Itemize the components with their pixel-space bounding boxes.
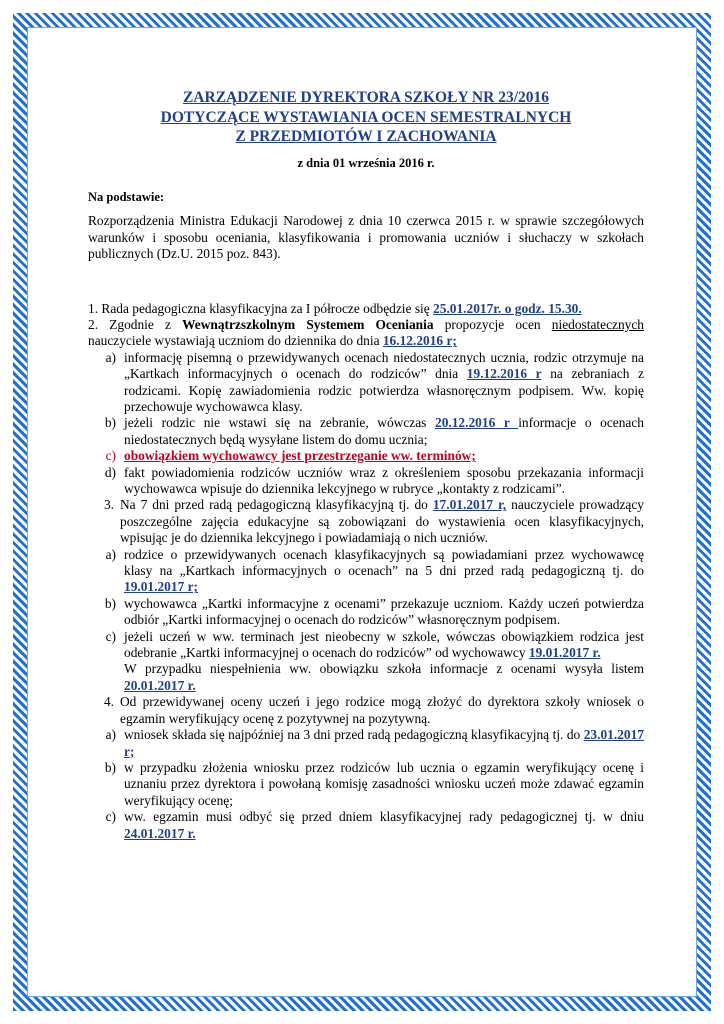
- item-2b-pre: jeżeli rodzic nie wstawi się na zebranie, wówczas: [124, 415, 435, 431]
- item-3-deadline: 17.01.2017 r,: [432, 497, 507, 513]
- item-2a-letter: a): [105, 349, 116, 365]
- item-4: [88, 694, 644, 727]
- item-4b-letter: b): [104, 759, 116, 775]
- document-title: [88, 88, 644, 147]
- item-1-text: Rada pedagogiczna klasyfikacyjna za I półrocze odbędzie się: [101, 300, 434, 316]
- item-2b-letter: b): [104, 415, 116, 431]
- item-2d-text: fakt powiadomienia rodziców uczniów wraz z określeniem sposobu przekazania informacji wychowawca wpisuje do dziennika lekcyjnego w rubryce „kontakty z rodzicami”.: [124, 464, 644, 496]
- item-3-number: 3.: [103, 497, 114, 513]
- item-3c-deadline: 19.01.2017 r.: [528, 645, 601, 661]
- item-2a-deadline: 19.12.2016 r: [466, 366, 542, 382]
- underlined-grade: niedostatecznych: [551, 316, 644, 332]
- item-3b-letter: b): [104, 595, 116, 611]
- item-3c: [88, 629, 644, 695]
- item-2b: [88, 415, 644, 448]
- item-3-pre: Na 7 dni przed radą pedagogiczną klasyfikacyjną tj. do: [120, 497, 433, 513]
- document-date: z dnia 01 września 2016 r.: [297, 155, 435, 170]
- item-4a-deadline: 23.01.2017 r;: [124, 727, 644, 759]
- item-2-text-post: nauczyciele wystawiają uczniom do dziennika do dnia: [88, 333, 383, 349]
- item-3a-letter: a): [105, 546, 116, 562]
- item-1: [88, 301, 644, 317]
- item-2d-letter: d): [104, 464, 116, 480]
- item-3c-letter: c): [105, 628, 116, 644]
- item-4a-pre: wniosek składa się najpóźniej na 3 dni przed radą pedagogiczną klasyfikacyjną tj. do: [124, 727, 584, 743]
- item-2: [88, 317, 644, 350]
- title-line-2: DOTYCZĄCE WYSTAWIANIA OCEN SEMESTRALNYCH: [160, 108, 572, 126]
- item-2a: [88, 350, 644, 416]
- item-4c-deadline: 24.01.2017 r.: [124, 825, 196, 841]
- item-1-deadline: 25.01.2017r. o godz. 15.30.: [433, 300, 582, 316]
- item-4a: [88, 727, 644, 760]
- item-2d: [88, 465, 644, 498]
- item-3b: [88, 596, 644, 629]
- item-2c: [88, 448, 644, 464]
- item-1-number: 1.: [88, 300, 99, 316]
- item-4c-pre: ww. egzamin musi odbyć się przed dniem klasyfikacyjnej rady pedagogicznej tj. w dniu: [124, 809, 644, 825]
- item-3b-text: wychowawca „Kartki informacyjne z ocenami” przekazuje uczniom. Każdy uczeń potwierdza odbiór „Kartki informacyjnej o ocenach do rodziców” własnoręcznym podpisem.: [124, 595, 644, 628]
- item-4c-letter: c): [105, 809, 116, 825]
- item-3c-extra-pre: W przypadku niespełnienia ww. obowiązku szkoła informacje z ocenami wysyła listem: [124, 661, 644, 677]
- document-page: [88, 88, 644, 842]
- item-4a-letter: a): [105, 727, 116, 743]
- item-3a-pre: rodzice o przewidywanych ocenach klasyfikacyjnych są powiadamiani przez wychowawcę klasy na „Kartkach informacyjnych o ocenach” na 5 dni przed radą pedagogiczną tj. do: [124, 546, 644, 579]
- item-4c: [88, 809, 644, 842]
- item-4b: [88, 760, 644, 809]
- item-3c-extra-deadline: 20.01.2017 r.: [124, 677, 196, 693]
- item-3-post: nauczyciele prowadzący poszczególne zajęcia edukacyjne są zobowiązani do wystawienia ocen klasyfikacyjnych, wpisując je do dziennika lekcyjnego i powiadamiają o nich uczniów.: [120, 497, 644, 546]
- item-2-number: 2.: [88, 316, 99, 332]
- item-2c-letter: c): [105, 448, 116, 464]
- wso-name: Wewnątrzszkolnym Systemem Oceniania: [182, 316, 434, 332]
- item-3a-deadline: 19.01.2017 r;: [124, 579, 199, 595]
- item-2a-pre: informację pisemną o przewidywanych ocenach niedostatecznych ucznia, rodzic otrzymuje na „Kartkach informacyjnych o ocenach do rodziców” dnia: [124, 349, 644, 382]
- item-4b-text: w przypadku złożenia wniosku przez rodziców lub ucznia o egzamin weryfikujący ocenę i uznaniu przez dyrektora i powołaną komisję zasadności wniosku uczeń może zdawać egzamin weryfikujący ocenę;: [124, 759, 644, 808]
- item-2-text-pre: Zgodnie z: [109, 316, 183, 332]
- item-2c-text: obowiązkiem wychowawcy jest przestrzeganie ww. terminów;: [124, 448, 476, 464]
- item-2b-post: informacje o ocenach niedostatecznych będą wysyłane listem do domu ucznia;: [124, 415, 644, 447]
- item-3a: [88, 547, 644, 596]
- item-2b-deadline: 20.12.2016 r: [435, 415, 519, 431]
- title-line-3: Z PRZEDMIOTÓW I ZACHOWANIA: [235, 128, 497, 145]
- item-2-text-mid: propozycje ocen: [433, 316, 552, 332]
- basis-label: Na podstawie:: [88, 189, 165, 204]
- item-3c-pre: jeżeli uczeń w ww. terminach jest nieobecny w szkole, wówczas obowiązkiem rodzica jest odebranie „Kartki informacyjnej o ocenach do rodziców” od wychowawcy: [124, 628, 644, 661]
- item-2-deadline: 16.12.2016 r;: [382, 333, 457, 349]
- item-4-text: Od przewidywanej oceny uczeń i jego rodzice mogą złożyć do dyrektora szkoły wniosek o egzamin weryfikujący ocenę z pozytywnej na pozytywną.: [120, 694, 644, 726]
- basis-text: Rozporządzenia Ministra Edukacji Narodowej z dnia 10 czerwca 2015 r. w sprawie szczegółowych warunków i sposobu oceniania, klasyfikowania i promowania uczniów i słuchaczy w szkołach publicznych (Dz.U. 2015 poz. 843).: [88, 213, 644, 262]
- item-4-number: 4.: [103, 694, 114, 710]
- title-line-1: ZARZĄDZENIE DYREKTORA SZKOŁY NR 23/2016: [182, 89, 550, 106]
- item-2a-post: na zebraniach z rodzicami. Kopię zawiadomienia rodzic potwierdza własnoręcznym podpisem. Ww. kopię przechowuje wychowawca klasy.: [124, 366, 644, 414]
- item-3: [88, 497, 644, 546]
